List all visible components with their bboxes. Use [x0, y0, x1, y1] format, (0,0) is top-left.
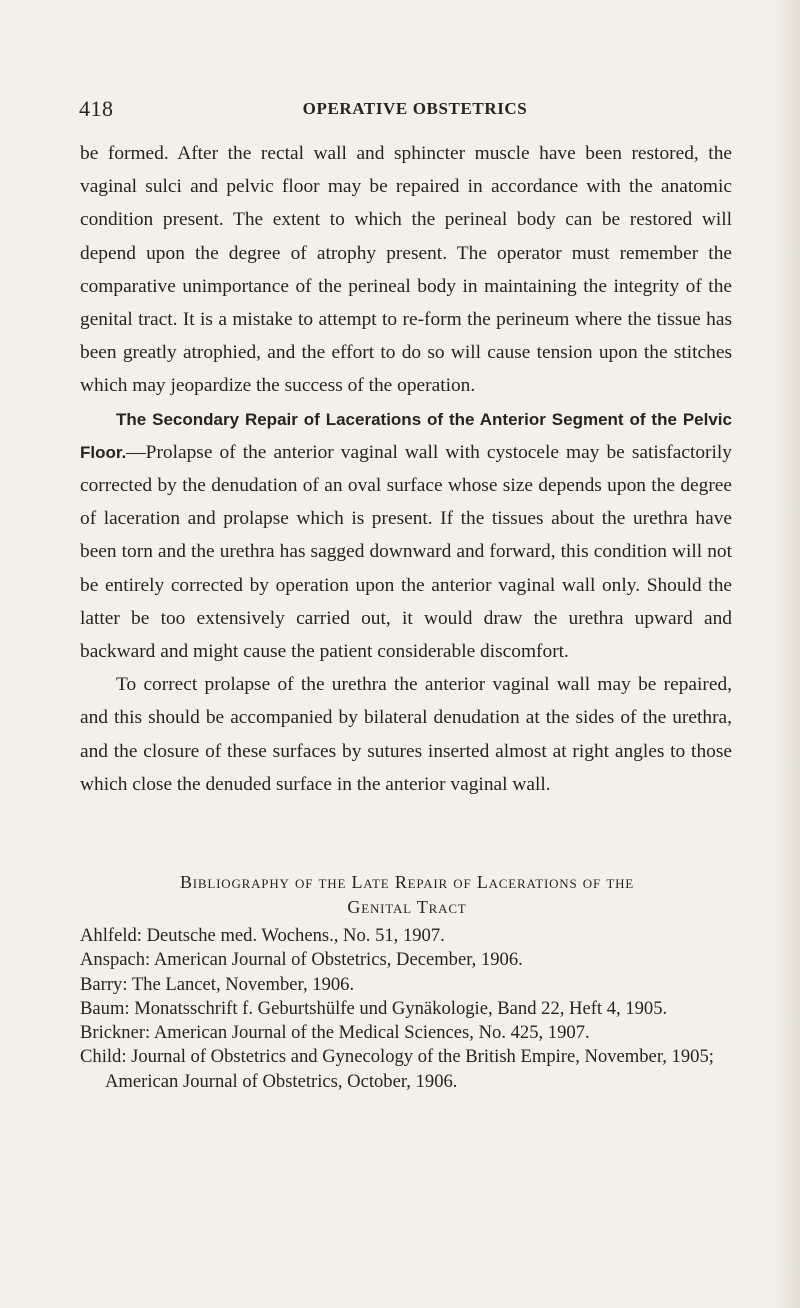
bibliography-list [80, 924, 734, 1094]
paragraph: To correct prolapse of the urethra the anterior vaginal wall may be repaired, and this should be accompanied by bilateral denudation at the sides of the urethra, and the closure of these surfaces by sutures inserted almost at right angles to those which close the denuded surface in the anterior vaginal wall. [80, 674, 732, 795]
section-heading: The Secondary Repair of Lacerations of the Anterior Segment of the Pelvic Floor. [80, 409, 732, 462]
bibliography-entry: Ahlfeld: Deutsche med. Wochens., No. 51, 1907. [80, 925, 445, 946]
bibliography-heading-line: Bibliography of the Late Repair of Lacerations of the [180, 872, 634, 892]
body-text [80, 137, 732, 801]
bibliography-entry: Anspach: American Journal of Obstetrics, December, 1906. [80, 949, 523, 971]
bibliography-heading [80, 870, 734, 920]
bibliography-entry: Child: Journal of Obstetrics and Gynecology of the British Empire, November, 1905; American Journal of Obstetrics, October, 1906. [80, 1046, 714, 1092]
page-number: 418 [79, 96, 114, 121]
page-edge-shadow [774, 0, 800, 1308]
bibliography-entry: Barry: The Lancet, November, 1906. [80, 973, 355, 995]
bibliography [80, 870, 734, 1094]
bibliography-entry: Baum: Monatsschrift f. Geburtshülfe und Gynäkologie, Band 22, Heft 4, 1905. [80, 997, 668, 1019]
section-paragraph [80, 403, 732, 669]
bibliography-heading-line: Genital Tract [347, 897, 467, 917]
page-header-title: OPERATIVE OBSTETRICS [302, 99, 528, 118]
running-head [79, 96, 731, 126]
bibliography-entry: Brickner: American Journal of the Medical Sciences, No. 425, 1907. [80, 1022, 590, 1044]
paragraph: be formed. After the rectal wall and sphincter muscle have been restored, the vaginal sulci and pelvic floor may be repaired in accordance with the anatomic condition present. The extent to which the perineal body can be restored will depend upon the degree of atrophy present. The operator must remember the comparative unimportance of the perineal body in maintaining the integrity of the genital tract. It is a mistake to attempt to re-form the perineum where the tissue has been greatly atrophied, and the effort to do so will cause tension upon the stitches which may jeopardize the success of the operation. [80, 143, 732, 397]
section-text: —Prolapse of the anterior vaginal wall with cystocele may be satisfactorily corrected by the denudation of an oval surface whose size depends upon the degree of laceration and prolapse which is present. If the tissues about the urethra have been torn and the urethra has sagged downward and forward, this condition will not be entirely corrected by operation upon the anterior vaginal wall only. Should the latter be too extensively carried out, it would draw the urethra upward and backward and might cause the patient considerable discomfort. [80, 441, 732, 663]
